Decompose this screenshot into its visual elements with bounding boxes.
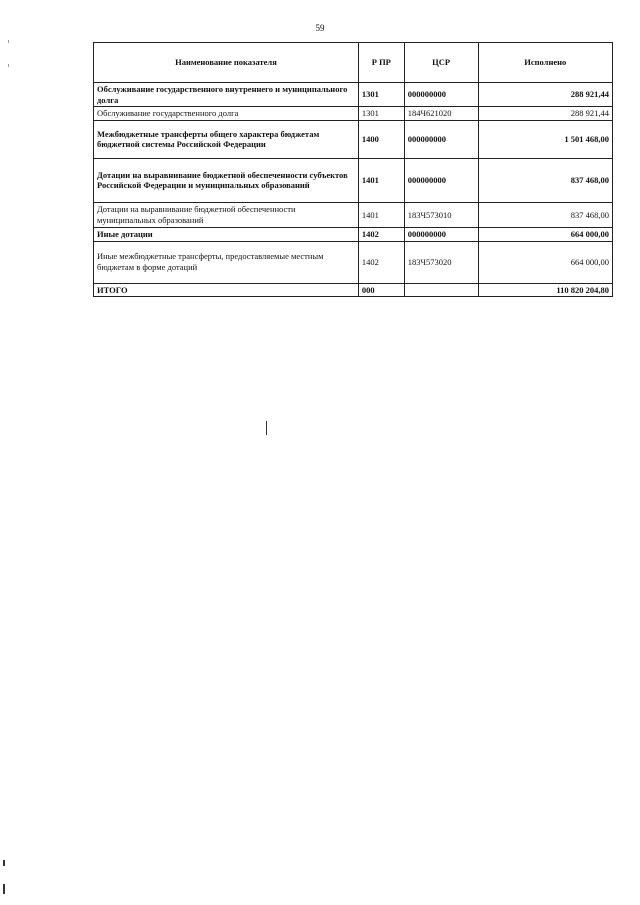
table-row: [94, 202, 613, 227]
scan-artifact-mark: [3, 860, 5, 866]
row-name: Межбюджетные трансферты общего характера бюджетам бюджетной системы Российской Федерации: [94, 120, 359, 158]
row-rpr: 1301: [358, 107, 404, 121]
budget-execution-table: [93, 42, 613, 297]
row-amount: 288 921,44: [478, 83, 612, 107]
row-csr: 183Ч573020: [404, 241, 478, 283]
scan-artifact-mark: [3, 884, 5, 894]
table-row: [94, 120, 613, 158]
row-name: ИТОГО: [94, 283, 359, 297]
row-csr: [404, 283, 478, 297]
header-amount: Исполнено: [478, 43, 612, 83]
row-csr: 000000000: [404, 227, 478, 241]
table-row: [94, 241, 613, 283]
row-name: Дотации на выравнивание бюджетной обеспеченности муниципальных образований: [94, 202, 359, 227]
row-name: Дотации на выравнивание бюджетной обеспеченности субъектов Российской Федерации и муниципальных образований: [94, 158, 359, 202]
row-amount: 664 000,00: [478, 241, 612, 283]
header-name: Наименование показателя: [94, 43, 359, 83]
row-rpr: 1400: [358, 120, 404, 158]
scan-artifact-mark: [8, 40, 9, 43]
row-rpr: 1402: [358, 241, 404, 283]
row-rpr: 1301: [358, 83, 404, 107]
table-header-row: [94, 43, 613, 83]
table-row: [94, 227, 613, 241]
row-amount: 837 468,00: [478, 158, 612, 202]
row-name: Обслуживание государственного внутреннего и муниципального долга: [94, 83, 359, 107]
row-name: Иные дотации: [94, 227, 359, 241]
row-csr: 000000000: [404, 83, 478, 107]
scan-artifact-mark: [266, 421, 267, 435]
header-rpr: Р ПР: [358, 43, 404, 83]
row-amount: 1 501 468,00: [478, 120, 612, 158]
row-rpr: 1401: [358, 202, 404, 227]
row-csr: 000000000: [404, 158, 478, 202]
table-row-total: [94, 283, 613, 297]
row-rpr: 1401: [358, 158, 404, 202]
row-rpr: 000: [358, 283, 404, 297]
row-name: Иные межбюджетные трансферты, предоставляемые местным бюджетам в форме дотаций: [94, 241, 359, 283]
row-amount: 837 468,00: [478, 202, 612, 227]
row-csr: 184Ч621020: [404, 107, 478, 121]
row-amount: 110 820 204,80: [478, 283, 612, 297]
row-rpr: 1402: [358, 227, 404, 241]
row-csr: 000000000: [404, 120, 478, 158]
row-name: Обслуживание государственного долга: [94, 107, 359, 121]
row-amount: 288 921,44: [478, 107, 612, 121]
row-amount: 664 000,00: [478, 227, 612, 241]
page-number: 59: [315, 23, 325, 33]
table-row: [94, 83, 613, 107]
row-csr: 183Ч573010: [404, 202, 478, 227]
table-row: [94, 107, 613, 121]
table-row: [94, 158, 613, 202]
scan-artifact-mark: [8, 64, 9, 67]
header-csr: ЦСР: [404, 43, 478, 83]
